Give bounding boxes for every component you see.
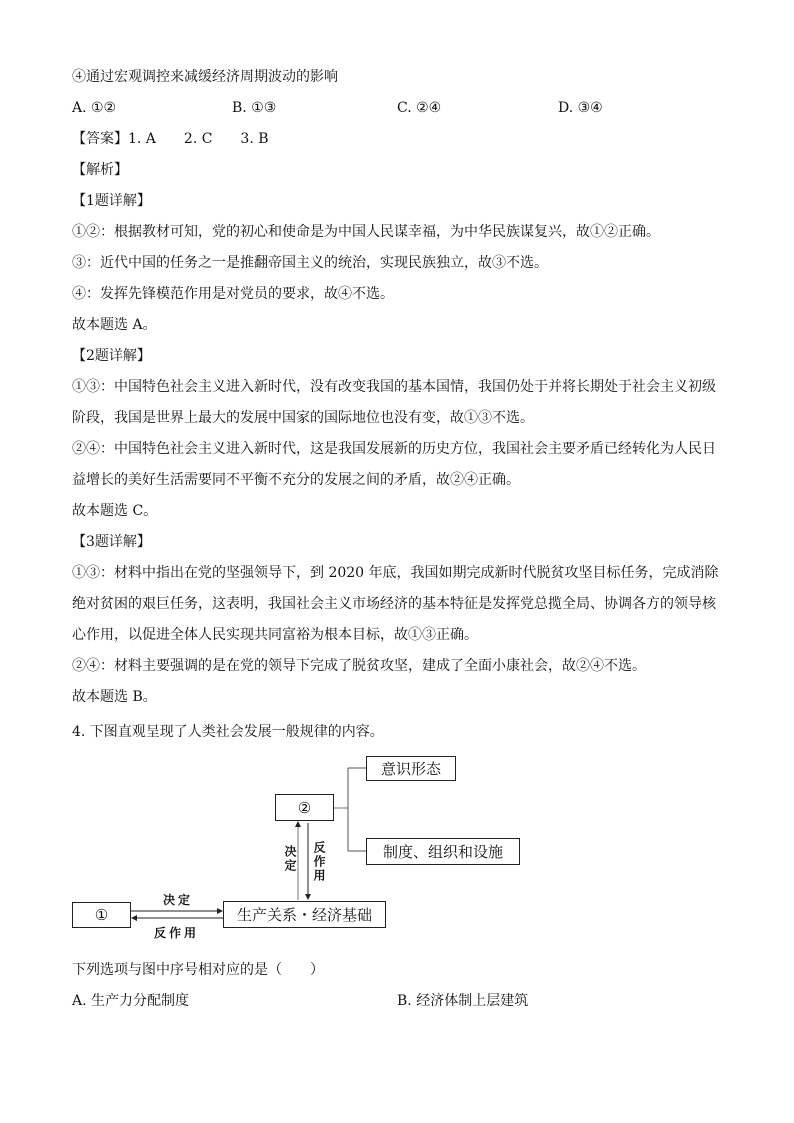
label-react-vertical: 反作用 bbox=[312, 841, 326, 883]
box-ideology: 意识形态 bbox=[366, 756, 456, 781]
q3-para-1c: 心作用，以促进全体人民实现共同富裕为根本目标，故①③正确。 bbox=[72, 627, 478, 643]
q2-para-2b: 益增长的美好生活需要同不平衡不充分的发展之间的矛盾，故②④正确。 bbox=[72, 472, 520, 488]
q4-prompt: 下列选项与图中序号相对应的是（ ） bbox=[72, 962, 324, 978]
box-1: ① bbox=[72, 902, 131, 928]
q4-choice-b: B. 经济体制上层建筑 bbox=[397, 993, 529, 1009]
choice-b: B. ①③ bbox=[232, 100, 277, 116]
label-determine-horizontal: 决定 bbox=[163, 893, 194, 907]
box-economic-base: 生产关系・经济基础 bbox=[223, 901, 386, 928]
q2-para-1b: 阶段，我国是世界上最大的发展中国家的国际地位也没有变，故①③不选。 bbox=[72, 410, 534, 426]
choice-a: A. ①② bbox=[72, 100, 117, 116]
q1-para-3: ④：发挥先锋模范作用是对党员的要求，故④不选。 bbox=[72, 286, 394, 302]
label-determine-vertical: 决定 bbox=[283, 845, 297, 873]
choice-c: C. ②④ bbox=[397, 100, 442, 116]
q3-para-2: ②④：材料主要强调的是在党的领导下完成了脱贫攻坚，建成了全面小康社会，故②④不选。 bbox=[72, 658, 646, 674]
q3-conclusion: 故本题选 B。 bbox=[72, 689, 157, 705]
q1-para-2: ③：近代中国的任务之一是推翻帝国主义的统治，实现民族独立，故③不选。 bbox=[72, 255, 548, 271]
answer-line: 【答案】1. A 2. C 3. B bbox=[72, 131, 269, 147]
q1-conclusion: 故本题选 A。 bbox=[72, 317, 157, 333]
analysis-heading: 【解析】 bbox=[72, 162, 128, 178]
choice-d: D. ③④ bbox=[558, 100, 603, 116]
box-2: ② bbox=[275, 794, 334, 821]
q3-heading: 【3题详解】 bbox=[72, 534, 151, 550]
box-institutions: 制度、组织和设施 bbox=[366, 838, 520, 865]
q1-para-1: ①②：根据教材可知，党的初心和使命是为中国人民谋幸福，为中华民族谋复兴，故①②正确。 bbox=[72, 224, 660, 240]
q2-para-1a: ①③：中国特色社会主义进入新时代，没有改变我国的基本国情，我国仍处于并将长期处于社会主义初级 bbox=[72, 379, 716, 395]
option-4-text: ④通过宏观调控来减缓经济周期波动的影响 bbox=[72, 69, 338, 85]
q2-conclusion: 故本题选 C。 bbox=[72, 503, 158, 519]
q4-choice-a: A. 生产力分配制度 bbox=[72, 993, 190, 1009]
label-react-horizontal: 反作用 bbox=[154, 926, 200, 940]
q1-heading: 【1题详解】 bbox=[72, 193, 151, 209]
q3-para-1a: ①③：材料中指出在党的坚强领导下，到 2020 年底，我国如期完成新时代脱贫攻坚目标任务，完成消除 bbox=[72, 565, 719, 581]
question-4: 4. 下图直观呈现了人类社会发展一般规律的内容。 bbox=[72, 724, 384, 740]
q3-para-1b: 绝对贫困的艰巨任务，这表明，我国社会主义市场经济的基本特征是发挥党总揽全局、协调各方的领导核 bbox=[72, 596, 716, 612]
q2-heading: 【2题详解】 bbox=[72, 348, 151, 364]
q2-para-2a: ②④：中国特色社会主义进入新时代，这是我国发展新的历史方位，我国社会主要矛盾已经转化为人民日 bbox=[72, 441, 716, 457]
